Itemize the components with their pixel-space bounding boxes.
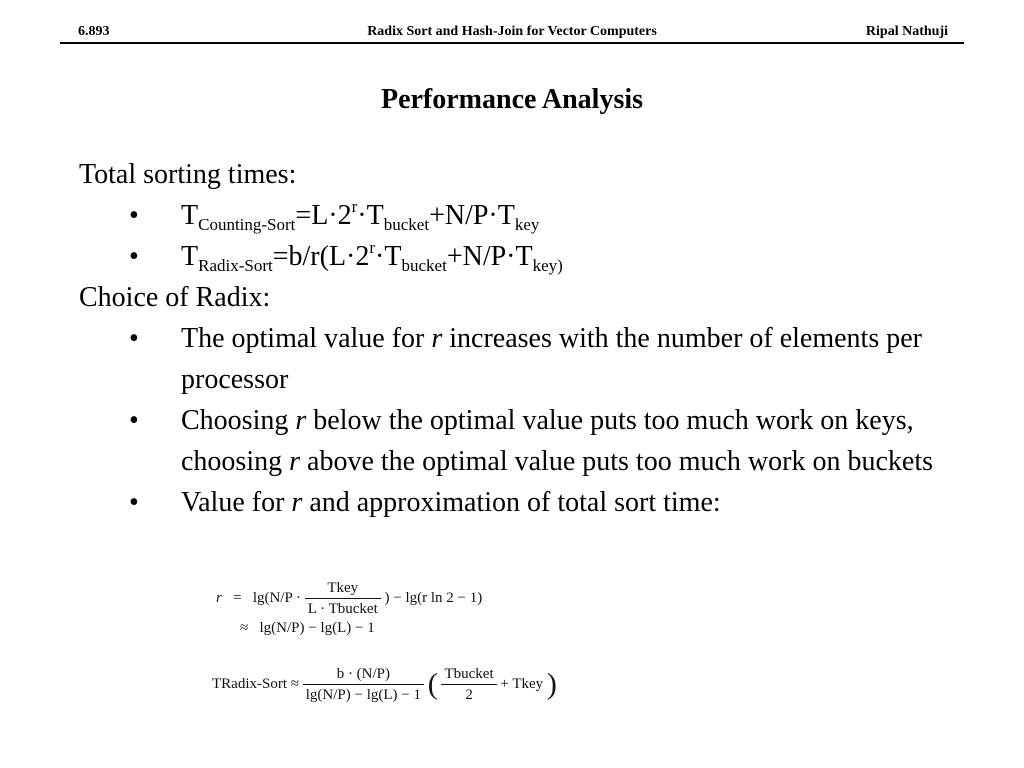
bullet-icon: • xyxy=(129,200,139,231)
radix-bullet-1: • The optimal value for r increases with the number of elements per processor xyxy=(79,318,959,400)
author-name: Ripal Nathuji xyxy=(865,24,948,39)
bullet-icon: • xyxy=(129,405,139,436)
tbucket-half-fraction: $\frac{\text{Tbucket}}{2}$ xyxy=(441,664,496,705)
tkey-over-tbucket-fraction: $\frac{\text{Tkey}}{\text{L · Tbucket}}$ xyxy=(305,578,381,619)
radix-bullet-3: • Value for r and approximation of total sort time: xyxy=(79,482,959,523)
choice-of-radix-heading: Choice of Radix: xyxy=(79,282,271,313)
bullet-icon: • xyxy=(129,487,139,518)
course-number: 6.893 xyxy=(78,24,110,39)
slide-title: Performance Analysis xyxy=(380,84,644,115)
counting-sort-formula: • $T_{Counting-Sort}=L\cdot 2^r\cdot T_{bucket}+N/P\cdot T_{key}$ xyxy=(129,197,540,234)
r-approx-equation: ≈ lg(N/P) − lg(L) − 1 xyxy=(240,620,375,636)
radix-bullet-2: • Choosing r below the optimal value puts too much work on keys, choosing r above the optimal value puts too much work on buckets xyxy=(79,400,959,482)
radix-sort-time-equation: TRadix-Sort ≈ $\frac{b \cdot (N/P)}{\lg(N/P) - \lg(L) - 1}$ ( $\frac{\text{Tbucket}}{2}$ + Tkey ) xyxy=(212,666,557,703)
main-fraction: $\frac{b \cdot (N/P)}{\lg(N/P) - \lg(L) - 1}$ xyxy=(303,664,424,705)
radix-sort-formula: • $T_{Radix-Sort}=b/r(L\cdot 2^r\cdot T_{bucket}+N/P\cdot T_{key)}$ xyxy=(129,238,563,275)
presentation-title: Radix Sort and Hash-Join for Vector Computers xyxy=(367,24,657,39)
bullet-icon: • xyxy=(129,323,139,354)
radix-choice-list xyxy=(79,318,959,523)
bullet-icon: • xyxy=(129,241,139,272)
slide-header xyxy=(60,24,964,44)
sorting-times-list xyxy=(79,195,959,277)
slide-body xyxy=(79,154,959,523)
r-equation: r = lg(N/P · $\frac{\text{Tkey}}{\text{L · Tbucket}}$ ) − lg(r ln 2 − 1) xyxy=(216,580,483,617)
total-sorting-heading: Total sorting times: xyxy=(79,159,297,190)
